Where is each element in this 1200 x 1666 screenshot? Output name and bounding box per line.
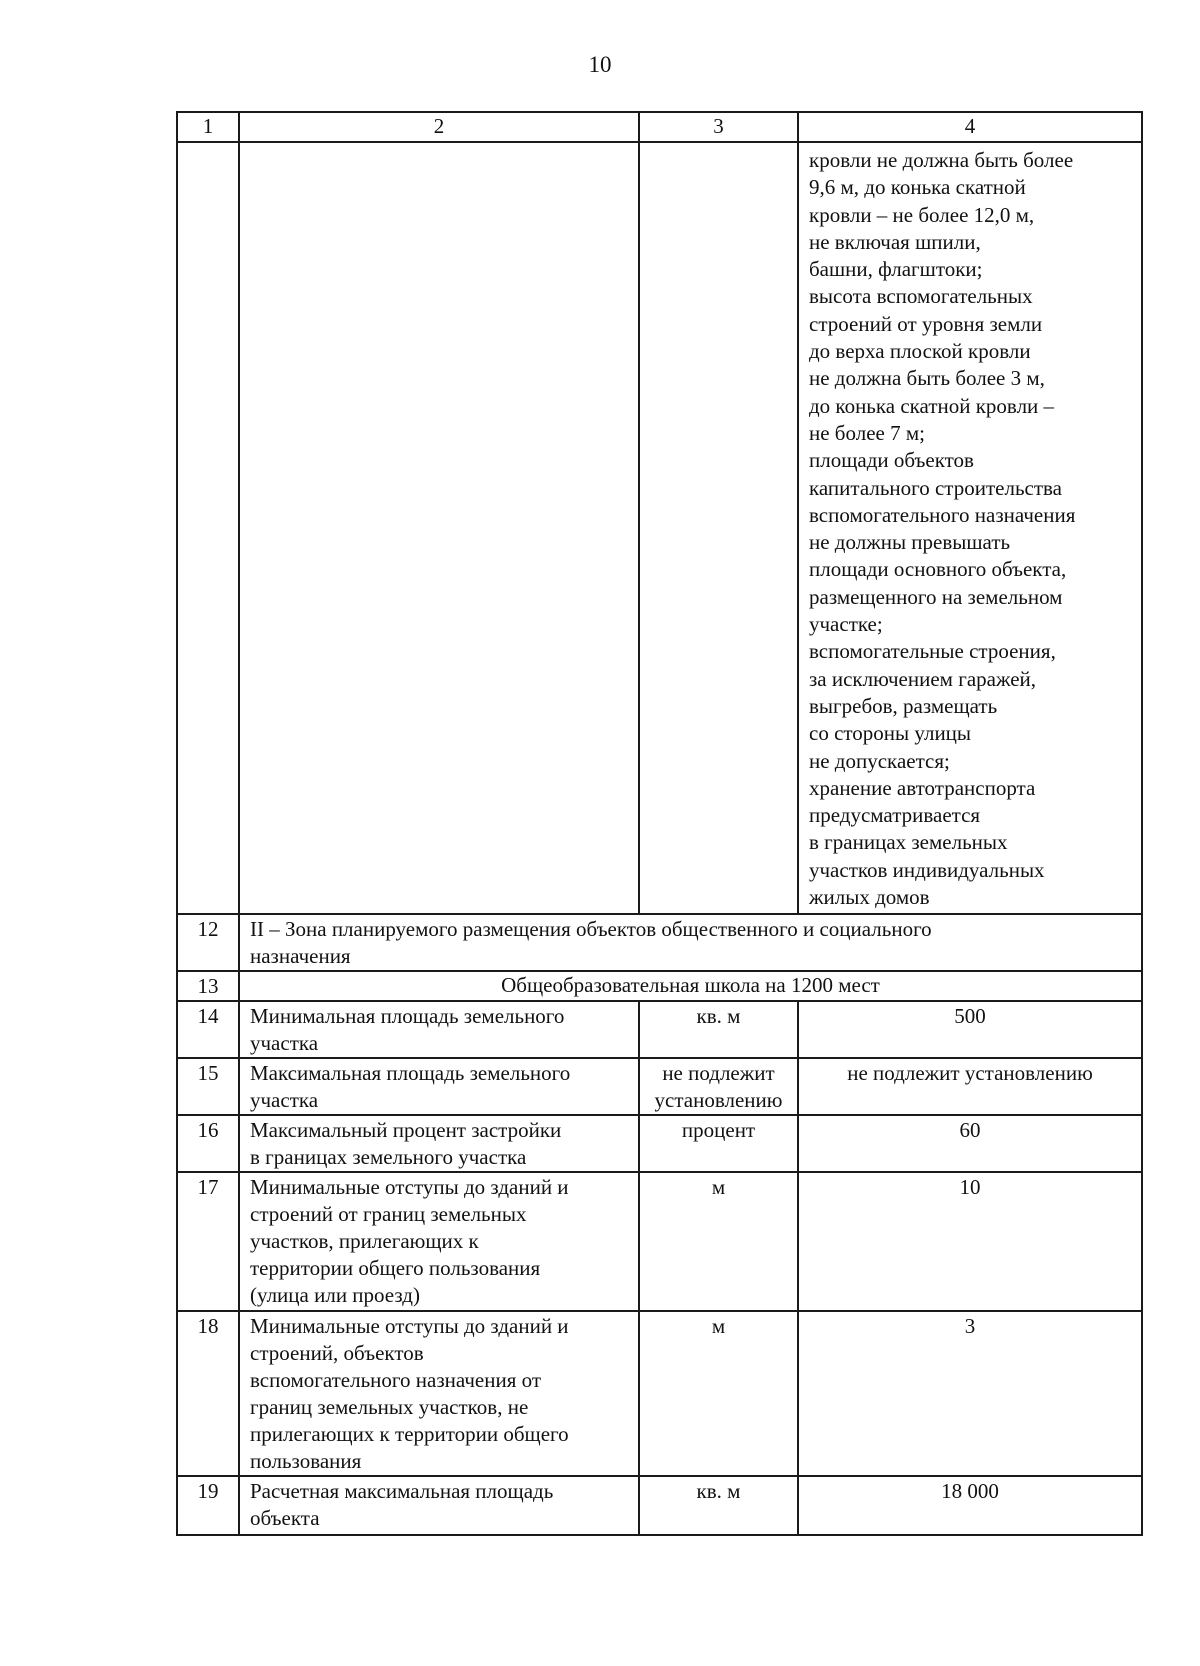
unit-line: м: [711, 1175, 726, 1199]
requirement-text-line: не допускается;: [809, 748, 950, 773]
unit-line: не подлежит: [662, 1061, 775, 1085]
parameter-name: [239, 1311, 639, 1476]
row-number: 15: [177, 1058, 239, 1115]
parameter-name: [239, 1476, 639, 1535]
column-number-header: 2: [239, 112, 639, 142]
parameter-name-line: участка: [250, 1031, 319, 1055]
object-title: Общеобразовательная школа на 1200 мест: [239, 971, 1142, 1001]
requirement-text-line: до верха плоской кровли: [809, 339, 1031, 364]
requirement-text-line: в границах земельных: [809, 830, 1008, 855]
parameter-value: 18 000: [798, 1476, 1142, 1535]
requirement-text-line: 9,6 м, до конька скатной: [809, 175, 1026, 200]
unit-line: кв. м: [696, 1004, 741, 1028]
requirement-text-line: хранение автотранспорта: [809, 775, 1036, 800]
unit-of-measure: [639, 1115, 798, 1172]
requirement-text-line: за исключением гаражей,: [809, 666, 1037, 691]
requirements-table: [176, 111, 1143, 1536]
table-row: [177, 1058, 1142, 1115]
requirement-text-line: участков индивидуальных: [809, 857, 1045, 882]
parameter-value: 60: [798, 1115, 1142, 1172]
table-row: [177, 1172, 1142, 1311]
requirement-text-line: башни, флагштоки;: [809, 257, 983, 282]
unit-of-measure: [639, 1058, 798, 1115]
parameter-name-line: вспомогательного назначения от: [250, 1368, 542, 1392]
column-number-header: 1: [177, 112, 239, 142]
column-number-header: 4: [798, 112, 1142, 142]
column-number-header: 3: [639, 112, 798, 142]
requirement-text-line: площади объектов: [809, 448, 974, 473]
continued-requirements-text: [798, 142, 1142, 914]
unit-line: кв. м: [696, 1479, 741, 1503]
parameter-name-line: пользования: [250, 1449, 362, 1473]
parameter-name-line: в границах земельного участка: [250, 1145, 527, 1169]
section-title-line: назначения: [250, 944, 351, 968]
requirement-text-line: не должна быть более 3 м,: [809, 366, 1045, 391]
row-number: 17: [177, 1172, 239, 1311]
parameter-name-line: Минимальная площадь земельного: [250, 1004, 565, 1028]
parameter-name-line: Максимальная площадь земельного: [250, 1061, 571, 1085]
requirement-text-line: площади основного объекта,: [809, 557, 1067, 582]
row-number: 12: [177, 914, 239, 971]
continued-row: [177, 142, 1142, 914]
section-title-line: II – Зона планируемого размещения объектов общественного и социального: [250, 917, 932, 941]
table-row: [177, 1311, 1142, 1476]
unit-of-measure: [639, 1476, 798, 1535]
parameter-name-line: объекта: [250, 1506, 320, 1530]
row-number: 16: [177, 1115, 239, 1172]
parameter-name-line: строений, объектов: [250, 1341, 424, 1365]
requirement-text-line: выгребов, размещать: [809, 693, 998, 718]
table-row: [177, 1115, 1142, 1172]
section-title: [239, 914, 1142, 971]
table-row: [177, 1476, 1142, 1535]
requirement-text-line: до конька скатной кровли –: [809, 393, 1055, 418]
requirement-text-line: не включая шпили,: [809, 229, 981, 254]
parameter-name-line: (улица или проезд): [250, 1283, 420, 1307]
requirement-text-line: кровли – не более 12,0 м,: [809, 202, 1035, 227]
parameter-name: [239, 1001, 639, 1058]
unit-line: м: [711, 1314, 726, 1338]
row-number: 13: [177, 971, 239, 1001]
empty-cell: [639, 142, 798, 914]
parameter-name-line: участков, прилегающих к: [250, 1229, 479, 1253]
parameter-name-line: Минимальные отступы до зданий и: [250, 1314, 569, 1338]
parameter-name: [239, 1172, 639, 1311]
row-number: 19: [177, 1476, 239, 1535]
parameter-name-line: границ земельных участков, не: [250, 1395, 529, 1419]
requirement-text-line: предусматривается: [809, 803, 981, 828]
requirement-text-line: вспомогательные строения,: [809, 639, 1056, 664]
table-row: [177, 1001, 1142, 1058]
unit-line: установлению: [654, 1088, 783, 1112]
parameter-name-line: Минимальные отступы до зданий и: [250, 1175, 569, 1199]
parameter-value: 10: [798, 1172, 1142, 1311]
requirement-text-line: жилых домов: [809, 885, 930, 910]
page-number: 10: [588, 52, 612, 77]
row-number: 18: [177, 1311, 239, 1476]
parameter-value: 3: [798, 1311, 1142, 1476]
section-row: [177, 914, 1142, 971]
subheader-row: [177, 971, 1142, 1001]
empty-cell: [177, 142, 239, 914]
requirement-text-line: кровли не должна быть более: [809, 148, 1074, 172]
parameter-name-line: прилегающих к территории общего: [250, 1422, 569, 1446]
requirement-text-line: участке;: [809, 612, 883, 637]
parameter-name-line: строений от границ земельных: [250, 1202, 527, 1226]
requirement-text-line: высота вспомогательных: [809, 284, 1033, 309]
parameter-value: 500: [798, 1001, 1142, 1058]
parameter-name: [239, 1058, 639, 1115]
parameter-name-line: Максимальный процент застройки: [250, 1118, 562, 1142]
unit-of-measure: [639, 1311, 798, 1476]
empty-cell: [239, 142, 639, 914]
parameter-name-line: Расчетная максимальная площадь: [250, 1479, 554, 1503]
parameter-value: не подлежит установлению: [798, 1058, 1142, 1115]
unit-of-measure: [639, 1001, 798, 1058]
parameter-name-line: территории общего пользования: [250, 1256, 541, 1280]
unit-of-measure: [639, 1172, 798, 1311]
unit-line: процент: [681, 1118, 756, 1142]
requirement-text-line: вспомогательного назначения: [809, 502, 1076, 527]
parameter-name: [239, 1115, 639, 1172]
requirement-text-line: со стороны улицы: [809, 721, 972, 746]
requirement-text-line: капитального строительства: [809, 475, 1062, 500]
requirement-text-line: строений от уровня земли: [809, 311, 1043, 336]
requirement-text-line: не должны превышать: [809, 530, 1011, 555]
row-number: 14: [177, 1001, 239, 1058]
requirement-text-line: не более 7 м;: [809, 420, 925, 445]
table-header-row: [177, 112, 1142, 142]
parameter-name-line: участка: [250, 1088, 319, 1112]
requirement-text-line: размещенного на земельном: [809, 584, 1063, 609]
